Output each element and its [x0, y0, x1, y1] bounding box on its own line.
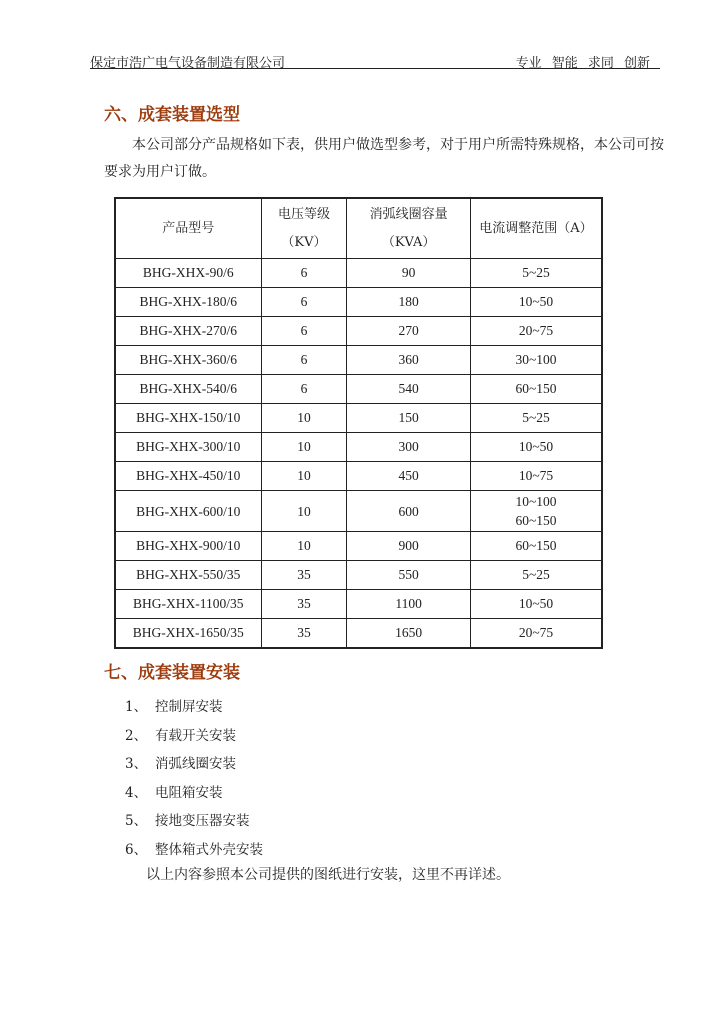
step-number: 3、: [125, 756, 148, 772]
table-cell: 5~25: [470, 259, 602, 288]
table-cell: 60~150: [470, 532, 602, 561]
section-7-title: 七、成套装置安装: [104, 663, 240, 683]
table-cell: 6: [261, 259, 347, 288]
step-label: 控制屏安装: [155, 699, 223, 715]
install-step: [125, 695, 223, 715]
install-step: [125, 781, 223, 801]
table-cell: BHG-XHX-150/10: [115, 404, 261, 433]
table-row: [115, 561, 602, 590]
table-row: [115, 433, 602, 462]
table-cell: BHG-XHX-90/6: [115, 259, 261, 288]
table-cell: 5~25: [470, 404, 602, 433]
column-header: [347, 198, 471, 259]
step-number: 2、: [125, 727, 148, 744]
install-step: [125, 724, 236, 744]
step-label: 整体箱式外壳安装: [155, 841, 263, 858]
table-row: [115, 259, 602, 288]
table-row: [115, 288, 602, 317]
header-text: 电流调整范围（A）: [479, 220, 593, 236]
table-cell: 10~50: [470, 433, 602, 462]
table-cell: BHG-XHX-180/6: [115, 288, 261, 317]
column-header: [115, 198, 261, 259]
header-text: 消弧线圈容量: [369, 206, 448, 222]
spec-table: [114, 197, 603, 649]
table-cell: BHG-XHX-900/10: [115, 532, 261, 561]
table-cell: 35: [261, 590, 347, 619]
table-cell: 6: [261, 375, 347, 404]
step-label: 消弧线圈安装: [155, 756, 236, 772]
table-cell: 5~25: [470, 561, 602, 590]
step-number: 1、: [125, 699, 148, 715]
table-cell: 60~150: [470, 375, 602, 404]
step-label: 接地变压器安装: [155, 813, 250, 829]
column-header: [261, 198, 347, 259]
table-cell: 20~75: [470, 619, 602, 649]
table-cell: 550: [347, 561, 471, 590]
slogan: 专业 智能 求同 创新: [515, 56, 650, 71]
section-6-intro: 本公司部分产品规格如下表，供用户做选型参考，对于用户所需特殊规格，本公司可按要求为用户订做。: [104, 137, 664, 180]
table-cell: 900: [347, 532, 471, 561]
table-cell: 1100: [347, 590, 471, 619]
table-cell: 20~75: [470, 317, 602, 346]
install-step: [125, 809, 250, 829]
install-step: [125, 838, 263, 858]
company-name: 保定市浩广电气设备制造有限公司: [90, 56, 286, 71]
table-cell: 300: [347, 433, 471, 462]
table-cell: 10~50: [470, 590, 602, 619]
column-header: [470, 198, 602, 259]
table-header-row: [115, 198, 602, 259]
table-cell: 35: [261, 561, 347, 590]
step-number: 4、: [125, 784, 148, 801]
table-row: [115, 375, 602, 404]
table-cell: 180: [347, 288, 471, 317]
table-row: [115, 590, 602, 619]
header-text: （KVA）: [381, 234, 436, 250]
header-text: 电压等级: [277, 206, 330, 222]
header-text: 产品型号: [162, 220, 215, 236]
table-cell: 150: [347, 404, 471, 433]
table-cell: 270: [347, 317, 471, 346]
table-cell: 10: [261, 491, 347, 532]
step-label: 电阻箱安装: [155, 784, 223, 801]
table-cell: 6: [261, 317, 347, 346]
table-cell: 450: [347, 462, 471, 491]
table-row: [115, 346, 602, 375]
table-cell: 10~100 60~150: [470, 491, 602, 532]
table-cell: 10: [261, 532, 347, 561]
table-cell: BHG-XHX-540/6: [115, 375, 261, 404]
table-cell: BHG-XHX-450/10: [115, 462, 261, 491]
table-cell: 10~50: [470, 288, 602, 317]
table-cell: 360: [347, 346, 471, 375]
section-6-title: 六、成套装置选型: [104, 105, 240, 125]
step-number: 6、: [125, 841, 148, 858]
table-cell: BHG-XHX-550/35: [115, 561, 261, 590]
table-cell: 30~100: [470, 346, 602, 375]
table-cell: 540: [347, 375, 471, 404]
table-cell: BHG-XHX-1650/35: [115, 619, 261, 649]
table-cell: BHG-XHX-360/6: [115, 346, 261, 375]
table-cell: 10~75: [470, 462, 602, 491]
step-number: 5、: [125, 813, 148, 829]
table-cell: BHG-XHX-270/6: [115, 317, 261, 346]
install-step: [125, 752, 236, 772]
table-cell: BHG-XHX-1100/35: [115, 590, 261, 619]
page-header: [90, 52, 660, 69]
table-row: [115, 532, 602, 561]
table-row: [115, 619, 602, 649]
table-cell: 600: [347, 491, 471, 532]
table-row: [115, 317, 602, 346]
table-cell: 10: [261, 462, 347, 491]
table-row: [115, 462, 602, 491]
table-cell: 35: [261, 619, 347, 649]
header-text: （KV）: [281, 234, 327, 250]
table-cell: 10: [261, 404, 347, 433]
step-label: 有载开关安装: [155, 727, 236, 744]
table-cell: BHG-XHX-300/10: [115, 433, 261, 462]
table-cell: 90: [347, 259, 471, 288]
table-cell: 10: [261, 433, 347, 462]
table-cell: 6: [261, 346, 347, 375]
table-row: [115, 404, 602, 433]
table-cell: BHG-XHX-600/10: [115, 491, 261, 532]
table-row: [115, 491, 602, 532]
install-note: 以上内容参照本公司提供的图纸进行安装，这里不再详述。: [146, 867, 510, 883]
table-cell: 6: [261, 288, 347, 317]
table-cell: 1650: [347, 619, 471, 649]
